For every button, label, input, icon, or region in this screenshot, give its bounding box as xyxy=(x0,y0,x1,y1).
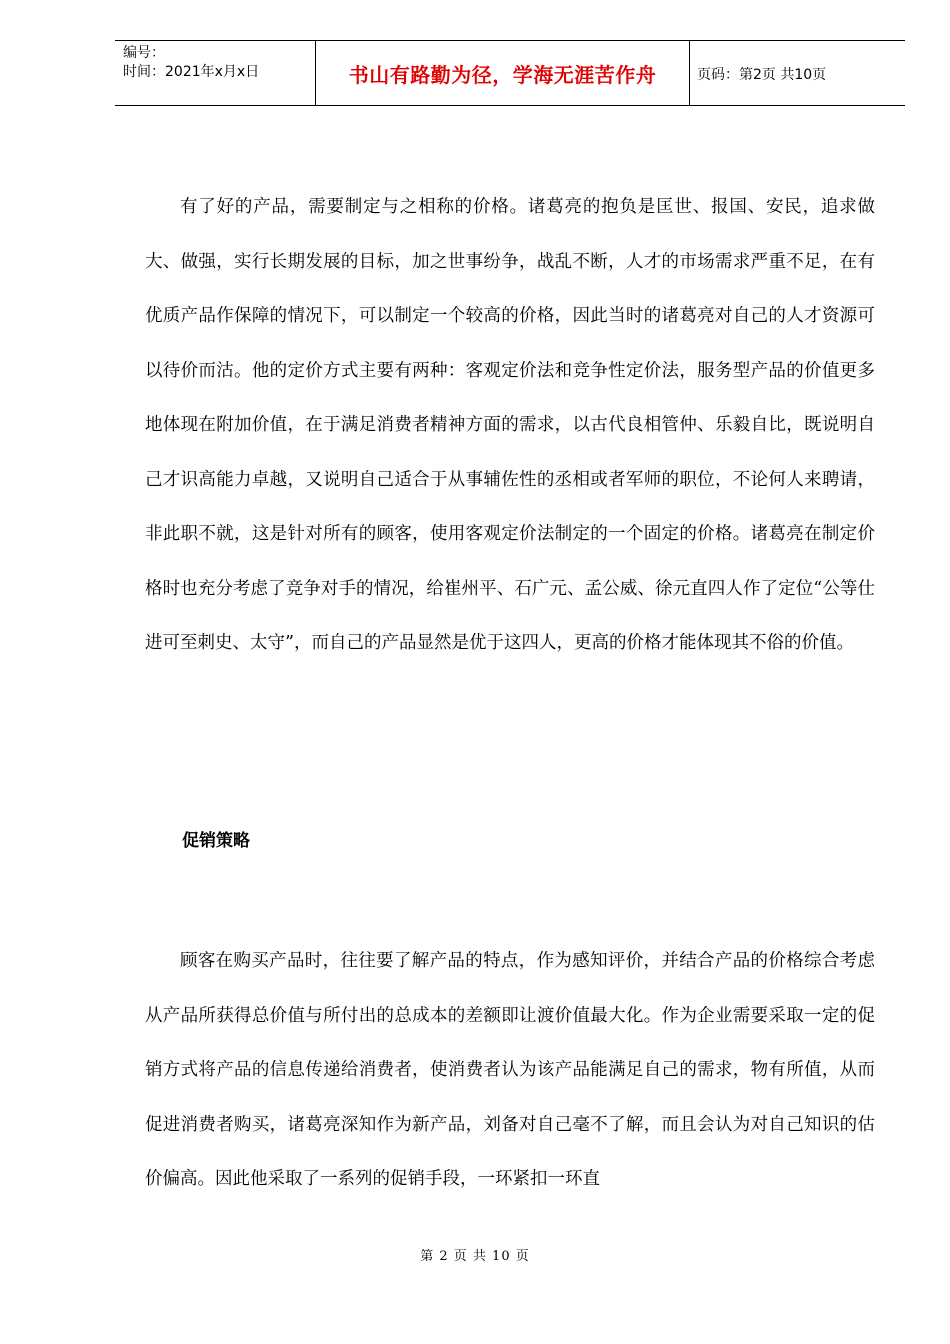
page-footer: 第 2 页 共 10 页 xyxy=(420,1249,530,1264)
serial-label: 编号： xyxy=(123,45,165,61)
page-header xyxy=(115,40,905,106)
body-paragraph-promotion: 顾客在购买产品时，往往要了解产品的特点，作为感知评价，并结合产品的价格综合考虑从产品所获得总价值与所付出的总成本的差额即让渡价值最大化。作为企业需要采取一定的促销方式将产品的信息传递给消费者，使消费者认为该产品能满足自己的需求，物有所值，从而促进消费者购买，诸葛亮深知作为新产品，刘备对自己毫不了解，而且会认为对自己知识的估价偏高。因此他采取了一系列的促销手段，一环紧扣一环直 xyxy=(145,951,875,1189)
section-title: 促销策略 xyxy=(182,831,250,851)
header-meta xyxy=(123,44,313,82)
body-paragraph-pricing: 有了好的产品，需要制定与之相称的价格。诸葛亮的抱负是匡世、报国、安民，追求做大、做强，实行长期发展的目标，加之世事纷争，战乱不断，人才的市场需求严重不足，在有优质产品作保障的情况下，可以制定一个较高的价格，因此当时的诸葛亮对自己的人才资源可以待价而沽。他的定价方式主要有两种：客观定价法和竞争性定价法，服务型产品的价值更多地体现在附加价值，在于满足消费者精神方面的需求，以古代良相管仲、乐毅自比，既说明自己才识高能力卓越，又说明自己适合于从事辅佐性的丞相或者军师的职位，不论何人来聘请，非此职不就，这是针对所有的顾客，使用客观定价法制定的一个固定的价格。诸葛亮在制定价格时也充分考虑了竞争对手的情况，给崔州平、石广元、孟公威、徐元直四人作了定位“公等仕进可至刺史、太守”，而自己的产品显然是优于这四人，更高的价格才能体现其不俗的价值。 xyxy=(145,197,875,653)
header-divider xyxy=(689,41,690,106)
header-motto: 书山有路勤为径，学海无涯苦作舟 xyxy=(348,63,657,87)
time-label: 时间：2021年x月x日 xyxy=(123,64,260,80)
header-page-info: 页码：第2页 共10页 xyxy=(697,66,827,83)
